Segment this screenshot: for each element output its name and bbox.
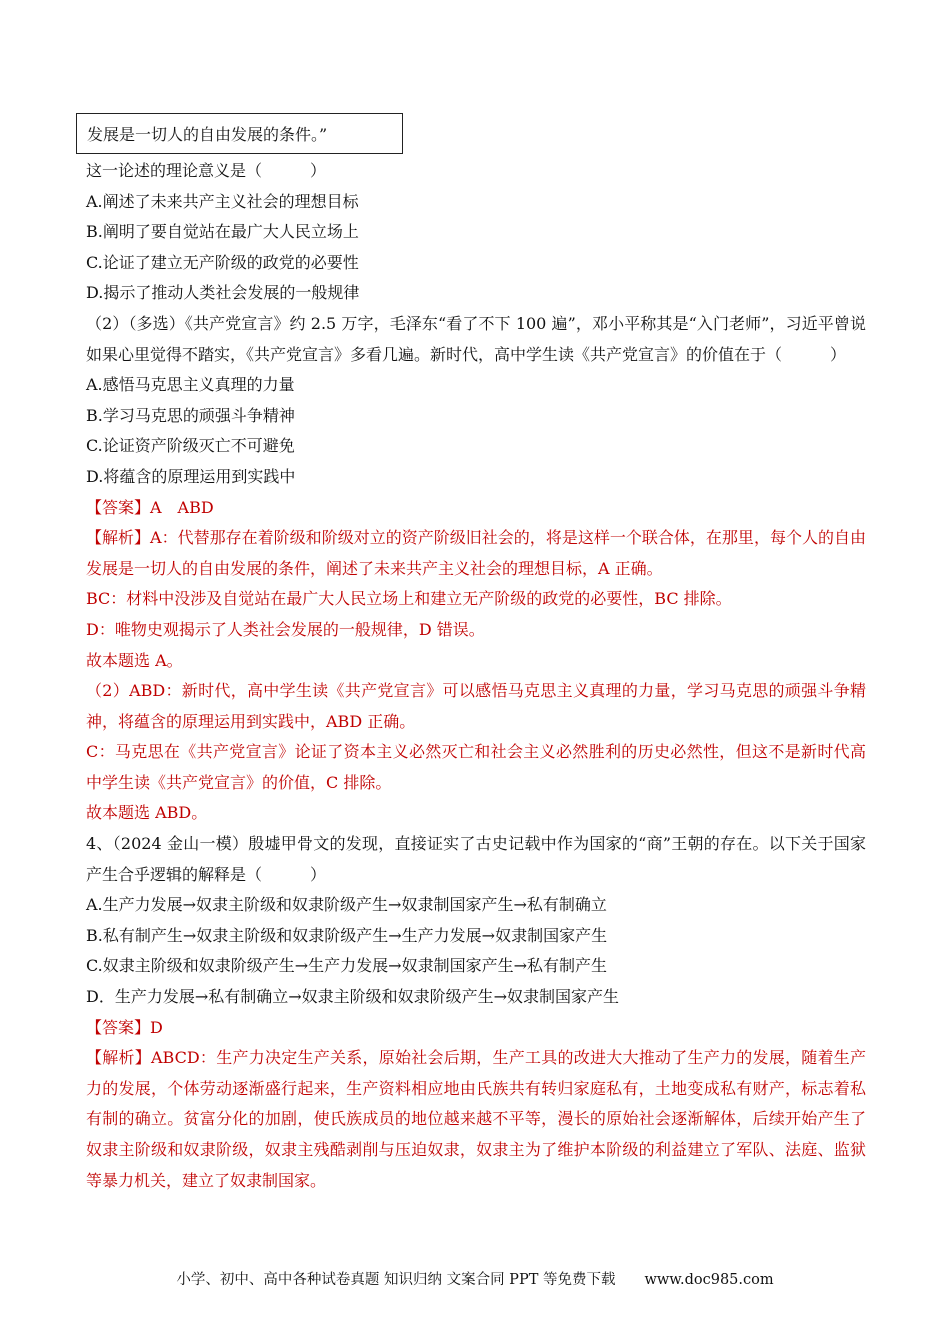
q1-option-a: A.阐述了未来共产主义社会的理想目标 — [86, 191, 359, 211]
q1-option-d: D.揭示了推动人类社会发展的一般规律 — [86, 283, 360, 303]
q4-option-d: D．生产力发展→私有制确立→奴隶主阶级和奴隶阶级产生→奴隶制国家产生 — [86, 987, 620, 1007]
q3-answer: 【答案】A ABD — [86, 497, 214, 517]
q1-option-b: B.阐明了要自觉站在最广大人民立场上 — [86, 222, 359, 242]
q4-option-c: C.奴隶主阶级和奴隶阶级产生→生产力发展→奴隶制国家产生→私有制产生 — [86, 956, 607, 976]
q3-analysis-3: D：唯物史观揭示了人类社会发展的一般规律，D 错误。 — [86, 619, 485, 639]
q4-option-a: A.生产力发展→奴隶主阶级和奴隶阶级产生→奴隶制国家产生→私有制确立 — [86, 895, 607, 915]
q3-analysis-7: 故本题选 ABD。 — [86, 803, 208, 823]
q3-analysis-1: 【解析】A：代替那存在着阶级和阶级对立的资产阶级旧社会的，将是这样一个联合体，在那里，每个人的自由发展是一切人的自由发展的条件，阐述了未来共产主义社会的理想目标，A 正确。 — [86, 528, 866, 578]
q2-option-a: A.感悟马克思主义真理的力量 — [86, 375, 295, 395]
q4-answer: 【答案】D — [86, 1017, 163, 1037]
page-content — [86, 156, 866, 1196]
q1-stem: 这一论述的理论意义是（ ） — [86, 161, 327, 180]
q3-analysis-2: BC：材料中没涉及自觉站在最广大人民立场上和建立无产阶级的政党的必要性，BC 排除。 — [86, 589, 732, 609]
q2-stem: （2）（多选）《共产党宣言》约 2.5 万字，毛泽东“看了不下 100 遍”，邓小平称其是“入门老师”，习近平曾说如果心里觉得不踏实，《共产党宣言》多看几遍。新时代，高中学生读《共产党宣言》的价值在于（ ） — [86, 313, 866, 364]
q4-analysis: 【解析】ABCD：生产力决定生产关系，原始社会后期，生产工具的改进大大推动了生产力的发展，随着生产力的发展，个体劳动逐渐盛行起来，生产资料相应地由氏族共有转归家庭私有，土地变成私有财产，标志着私有制的确立。贫富分化的加剧，使氏族成员的地位越来越不平等，漫长的原始社会逐渐解体，后续开始产生了奴隶主阶级和奴隶阶级，奴隶主残酷剥削与压迫奴隶，奴隶主为了维护本阶级的利益建立了军队、法庭、监狱等暴力机关，建立了奴隶制国家。 — [86, 1048, 866, 1190]
page-footer: 小学、初中、高中各种试卷真题 知识归纳 文案合同 PPT 等免费下载 www.doc985.com — [176, 1272, 774, 1288]
q3-analysis-4: 故本题选 A。 — [86, 650, 183, 670]
q3-analysis-6: C：马克思在《共产党宣言》论证了资本主义必然灭亡和社会主义必然胜利的历史必然性，但这不是新时代高中学生读《共产党宣言》的价值，C 排除。 — [86, 742, 866, 792]
quote-box — [76, 113, 403, 154]
quote-box-text: 发展是一切人的自由发展的条件。” — [87, 125, 328, 144]
q2-option-c: C.论证资产阶级灭亡不可避免 — [86, 436, 295, 456]
q2-option-b: B.学习马克思的顽强斗争精神 — [86, 405, 295, 425]
q4-option-b: B.私有制产生→奴隶主阶级和奴隶阶级产生→生产力发展→奴隶制国家产生 — [86, 925, 608, 945]
q3-analysis-5: （2）ABD：新时代，高中学生读《共产党宣言》可以感悟马克思主义真理的力量，学习马克思的顽强斗争精神，将蕴含的原理运用到实践中，ABD 正确。 — [86, 681, 866, 731]
q2-option-d: D.将蕴含的原理运用到实践中 — [86, 466, 296, 486]
q4-stem: 4、（2024 金山一模）殷墟甲骨文的发现，直接证实了古史记载中作为国家的“商”王朝的存在。以下关于国家产生合乎逻辑的解释是（ ） — [86, 834, 866, 884]
q1-option-c: C.论证了建立无产阶级的政党的必要性 — [86, 252, 359, 272]
